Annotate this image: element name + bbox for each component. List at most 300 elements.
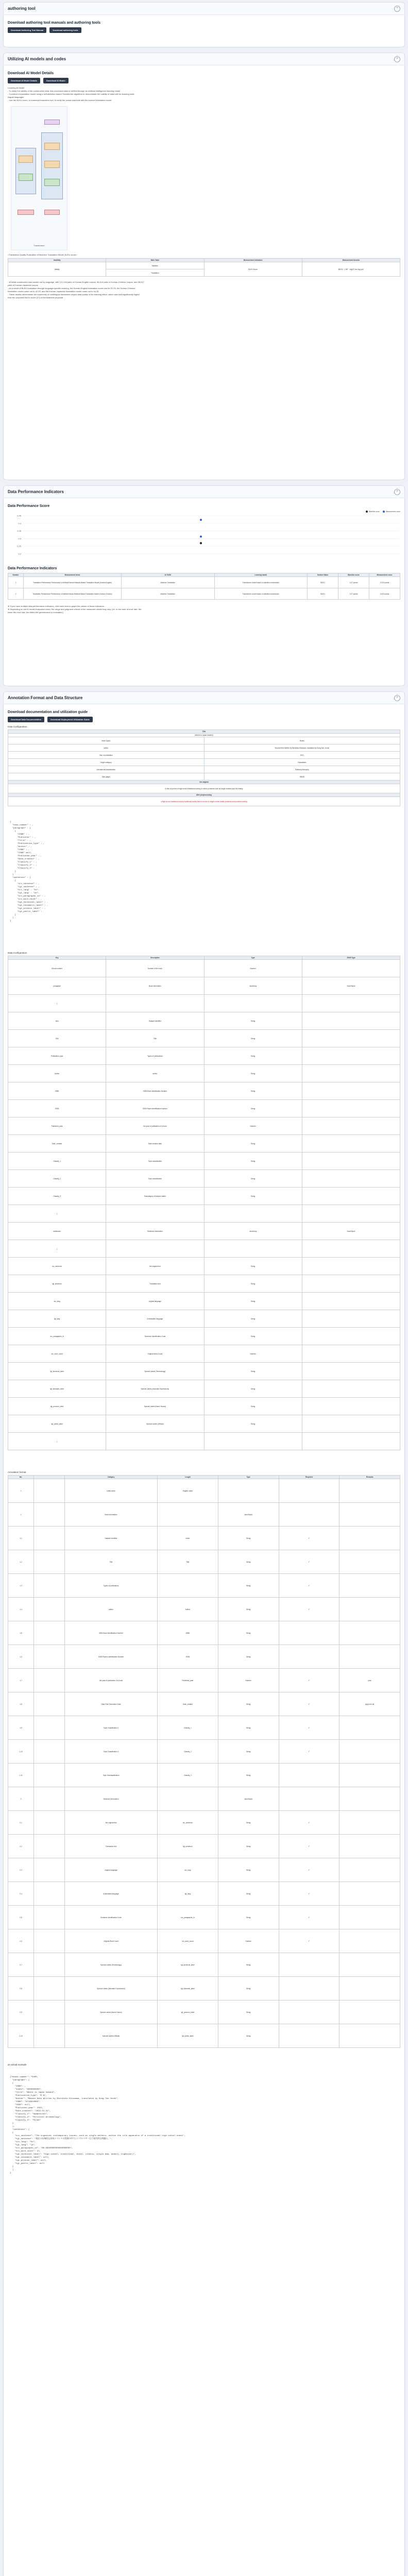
- table-row[interactable]: [8, 1953, 400, 1977]
- cell: 99438: [204, 773, 400, 781]
- cell: sentences: [8, 1223, 106, 1240]
- table-row[interactable]: [8, 1906, 400, 1929]
- cell: ISBN: [158, 1621, 218, 1645]
- cell: [339, 2001, 400, 2024]
- struct-table: [8, 956, 400, 1450]
- code-line: "Title": "Where is Japan headed",: [10, 2092, 56, 2094]
- cell: Classify_1: [158, 1716, 218, 1740]
- code-line: "tgt_public_label" :: [10, 911, 43, 913]
- decoder-attention-layer-2: [44, 161, 60, 168]
- table-row[interactable]: [8, 1012, 400, 1030]
- cell: }: [8, 1205, 106, 1223]
- cell: Size (page): [8, 773, 205, 781]
- table-row[interactable]: [8, 1258, 400, 1275]
- authoring-section: [3, 2, 405, 47]
- code-line: "book_number" : ,: [10, 824, 33, 826]
- code-line: "Publication_type": "E-N",: [10, 2095, 47, 2097]
- code-line: "tgt_idiomatic_label" : ,: [10, 905, 48, 907]
- table-row[interactable]: [8, 995, 400, 1012]
- cell: Number: [204, 1345, 302, 1363]
- cell: Y: [279, 1929, 339, 1953]
- cfg-subtitle: (Where is Japan headed): [8, 734, 400, 737]
- cell: String: [218, 1598, 279, 1621]
- table-row[interactable]: [8, 1433, 400, 1450]
- cell: Humanities: [204, 759, 400, 766]
- th-key: Key: [8, 956, 106, 960]
- download-ai-details-button[interactable]: Download AI Model Details: [8, 78, 40, 83]
- cell: JsonObject: [302, 1223, 400, 1240]
- cell: author: [65, 1598, 158, 1621]
- code-line: "src_sentence": "The organizer contemporary issues, such as single mothers, within the role apparatus of a traditional high school event",: [10, 2135, 185, 2137]
- download-ai-model-button[interactable]: Download AI Model: [43, 78, 69, 83]
- table-row[interactable]: [8, 1153, 400, 1170]
- collapse-chevron-icon[interactable]: ⌃: [394, 695, 400, 701]
- authoring-header[interactable]: [4, 3, 404, 15]
- annot-section: [3, 691, 405, 2576]
- cell: [34, 1598, 65, 1621]
- table-row[interactable]: [8, 1882, 400, 1906]
- code-line: "tgt_sentence" : ,: [10, 886, 40, 888]
- cell: 2: [8, 1787, 34, 1811]
- code-line: "tgt_idiomatic_label": null,: [10, 2157, 49, 2159]
- cell: src_lang: [158, 1858, 218, 1882]
- code-line: "tgt_technical_label": "high school, traditional, event, (status, single mom, modern, organizer)",: [10, 2154, 136, 2156]
- cell: [279, 2024, 339, 2048]
- cell: ISSN: [8, 1100, 106, 1117]
- cell: String: [218, 1882, 279, 1906]
- cell: String: [218, 1574, 279, 1598]
- cell: Types of publications: [65, 1574, 158, 1598]
- code-line: "Classify_2": "Political Archaeology",: [10, 2116, 62, 2119]
- cell: JsonObject: [218, 1503, 279, 1527]
- cell: [339, 1929, 400, 1953]
- cell: Published_year: [8, 1117, 106, 1135]
- cell: String: [218, 1550, 279, 1574]
- encoder-block: [15, 148, 36, 194]
- ai-notes: [8, 281, 400, 299]
- annot-header-title: Annotation Format and Data Structure: [8, 696, 83, 700]
- ai-intro: [8, 87, 400, 102]
- cell: 2-2: [8, 1835, 34, 1858]
- cell: [34, 1977, 65, 2001]
- cell: Topic Subclassification: [65, 1764, 158, 1787]
- cell: Book Types: [8, 737, 205, 744]
- cell: String: [218, 1977, 279, 2001]
- cell: [302, 1275, 400, 1293]
- cell: English name: [158, 1479, 218, 1503]
- embedding-left: [18, 210, 34, 215]
- table-row[interactable]: [8, 1328, 400, 1345]
- cell: [339, 1503, 400, 1527]
- cell: a translated language: [106, 1310, 204, 1328]
- cell: Sentence information: [106, 1223, 204, 1240]
- cell: tgt_idiomatic_label: [158, 1977, 218, 2001]
- table-row[interactable]: [8, 2024, 400, 2048]
- cell: Data First Generation Date: [65, 1692, 158, 1716]
- code-line: {: [10, 2132, 14, 2134]
- cell: [106, 1205, 204, 1223]
- cell: the year of publication of a book: [106, 1117, 204, 1135]
- ai-header-title: Utilizing AI models and codes: [8, 57, 66, 61]
- cell: Classify_3: [8, 1188, 106, 1205]
- config-label: Data Configuration: [8, 725, 27, 728]
- table-row[interactable]: [8, 977, 400, 995]
- table-row[interactable]: [8, 1764, 400, 1787]
- cell: [339, 1787, 400, 1811]
- table-row[interactable]: [8, 1740, 400, 1764]
- cell: [302, 1012, 400, 1030]
- cell: 0.423 points: [369, 588, 400, 600]
- collapse-chevron-icon[interactable]: ⌃: [394, 6, 400, 12]
- cell: [339, 1621, 400, 1645]
- table-row[interactable]: [8, 1598, 400, 1621]
- code-line: "tgt_sentence": "現在の伝統的な高校イベントの役割の中でシングルマザーなど現代的な問題に。",: [10, 2138, 112, 2140]
- cell: 2-1: [8, 1811, 34, 1835]
- code-line: "Date_created": "2022-01-31",: [10, 2110, 51, 2112]
- y-tick-label: 0.2: [18, 552, 21, 555]
- table-row[interactable]: [8, 1811, 400, 1835]
- cell: ISBN Book Identification Number: [65, 1621, 158, 1645]
- cell: String: [218, 1835, 279, 1858]
- legend-measurement-label: Measurement score: [385, 511, 400, 513]
- code-line: "src_word_count" : ,: [10, 899, 42, 901]
- cell: [34, 1787, 65, 1811]
- collapse-chevron-icon[interactable]: ⌃: [394, 56, 400, 62]
- cell: Initial name: [65, 1479, 158, 1503]
- cell: [302, 1117, 400, 1135]
- table-row[interactable]: [8, 1065, 400, 1082]
- cell: Topic classification: [106, 1153, 204, 1170]
- cell: [302, 1363, 400, 1380]
- struct-label: Data Configuration: [8, 952, 27, 954]
- cell: [302, 1415, 400, 1433]
- table-row[interactable]: [8, 1645, 400, 1669]
- cell: [302, 1188, 400, 1205]
- cell: 1-9: [8, 1716, 34, 1740]
- table-row[interactable]: [8, 1787, 400, 1811]
- cell: 1-1: [8, 1527, 34, 1550]
- code-line: }: [10, 2123, 14, 2125]
- cell: String: [218, 2001, 279, 2024]
- code-line: "Classify_3" :: [10, 868, 36, 870]
- cell: year: [339, 1669, 400, 1692]
- table-row[interactable]: [8, 1240, 400, 1258]
- decoder-attention-layer: [44, 143, 60, 150]
- table-row[interactable]: [8, 1345, 400, 1363]
- table-row[interactable]: [8, 1574, 400, 1598]
- th-number: Number: [8, 573, 24, 577]
- cell: Special Labels (Name Nouns): [65, 2001, 158, 2024]
- cell: Dataset Identifier: [106, 1012, 204, 1030]
- cell: the original text: [106, 1258, 204, 1275]
- table-row[interactable]: [8, 1100, 400, 1117]
- cell: [106, 1433, 204, 1450]
- cell: Special Labels (Official): [106, 1415, 204, 1433]
- download-manual-button[interactable]: Download Authoring Tool Manual: [8, 27, 46, 33]
- table-row[interactable]: [8, 1503, 400, 1527]
- cell: Y: [279, 1906, 339, 1929]
- cell: Author: [8, 1065, 106, 1082]
- code-line: "ISBN": ,: [10, 2086, 26, 2088]
- th-json-type: JSON Type: [302, 956, 400, 960]
- cell: Y: [279, 1692, 339, 1716]
- table-row[interactable]: [8, 2001, 400, 2024]
- cell: [339, 1598, 400, 1621]
- cell: [204, 1240, 302, 1258]
- table-row[interactable]: [8, 1527, 400, 1550]
- intro-line: Learning AI Model: [8, 87, 25, 89]
- table-row[interactable]: [8, 1415, 400, 1433]
- table-row[interactable]: [8, 1310, 400, 1328]
- cell: 2-4: [8, 1882, 34, 1906]
- note-line: - As a result of BLEU evaluation through language-specific learning, the Korean-English translation score can be 31.33, the Korean-Chinese: [8, 287, 135, 290]
- code-line: "Title" : ,: [10, 840, 31, 842]
- cell: String: [218, 1764, 279, 1787]
- cfg-after: After preprocessing: [8, 793, 400, 797]
- th-no: No.: [8, 1476, 34, 1479]
- intro-line: lingual languages: [8, 96, 24, 98]
- annot-format-label: Annotation format: [8, 1471, 26, 1473]
- cell: String: [204, 1030, 302, 1047]
- cell: [302, 1433, 400, 1450]
- cell: 1: [8, 1479, 34, 1503]
- code-line: "src_paragraphs_id": "B0-09000000000000000000",: [10, 2147, 73, 2149]
- cell: 2-10: [8, 2024, 34, 2048]
- table-row[interactable]: [8, 1621, 400, 1645]
- cell: [302, 1170, 400, 1188]
- cell: [34, 1621, 65, 1645]
- cell: [339, 2024, 400, 2048]
- cell: [339, 1953, 400, 1977]
- cell: Date_created: [158, 1692, 218, 1716]
- y-tick-label: 0.45: [17, 514, 21, 517]
- cell: tgt_sentence: [8, 1275, 106, 1293]
- th-invalidity: Invalidity: [8, 259, 106, 262]
- cell: Types of publications: [106, 1047, 204, 1065]
- cell: Special Labels (Name Nouns): [106, 1398, 204, 1415]
- cell: Books: [204, 737, 400, 744]
- cell: Topic Classification 1: [65, 1716, 158, 1740]
- cell: String: [204, 1415, 302, 1433]
- th-task: AI TASK: [122, 573, 215, 577]
- cell: [158, 1503, 218, 1527]
- collapse-chevron-icon[interactable]: ⌃: [394, 489, 400, 495]
- cell: Y: [279, 1669, 339, 1692]
- table-row[interactable]: [8, 1205, 400, 1223]
- data-point-baseline-score-2: [200, 542, 202, 544]
- download-doc-button[interactable]: Download Data Documentation: [8, 717, 44, 722]
- cell: Number: [204, 1117, 302, 1135]
- cell: paragraph: [8, 977, 106, 995]
- table-row[interactable]: [8, 588, 400, 600]
- embedding-right: [44, 210, 60, 215]
- cell: [279, 1764, 339, 1787]
- cell: 2-3: [8, 1858, 34, 1882]
- table-row[interactable]: [8, 1550, 400, 1574]
- cell: a translated language: [65, 1882, 158, 1906]
- note-line: - At initial construction was carried out by language, with 121,134 pairs of Korean-English corpus, 96,614 pairs of Korean-Chinese corpus, and 98,017: [8, 281, 144, 283]
- table-row[interactable]: [8, 1716, 400, 1740]
- note-line: ※ Depending on the AI model evaluation index, the range and judgment criteria of the measured values may vary. (ex. In the case of error rate, the: [8, 608, 142, 611]
- table-row[interactable]: [8, 1858, 400, 1882]
- cell: [302, 1240, 400, 1258]
- cell: Classify_1: [8, 1153, 106, 1170]
- cell: String: [204, 1082, 302, 1100]
- table-row[interactable]: [8, 1047, 400, 1065]
- table-row[interactable]: [8, 1835, 400, 1858]
- cell: [302, 1380, 400, 1398]
- perf-section: [3, 485, 405, 686]
- cell: src_paragraphs_id: [158, 1906, 218, 1929]
- cell: [34, 1503, 65, 1527]
- table-row[interactable]: [8, 1223, 400, 1240]
- cell: JsonArray: [204, 977, 302, 995]
- cell: tgt_lang: [8, 1310, 106, 1328]
- cell: [302, 1293, 400, 1310]
- intro-line: - Construct a translation model using a self-attention-based Transformer algorithm to demonstrate the validity of data built for learning multi-: [8, 93, 135, 95]
- cell: Number: [218, 1929, 279, 1953]
- th-model: Learning model: [214, 573, 308, 577]
- cell: Translation text: [106, 1275, 204, 1293]
- code-line: "Publication_type" : ,: [10, 843, 45, 845]
- download-guide-button[interactable]: Download Deployment Utilization Guide: [47, 717, 93, 722]
- th-required: Required: [279, 1476, 339, 1479]
- cell: Y: [279, 1882, 339, 1906]
- table-row[interactable]: [8, 1363, 400, 1380]
- cell: [339, 1645, 400, 1669]
- formula-cell: BLEU = BP · exp(Σ wn log pn): [302, 262, 400, 277]
- perf-notes: [8, 605, 400, 614]
- cell: [279, 1503, 339, 1527]
- code-line: "ISBN": "9718942865",: [10, 2101, 41, 2103]
- cell: ISBN Book Identification Number: [106, 1082, 204, 1100]
- cell: }: [8, 1433, 106, 1450]
- cell: [339, 1882, 400, 1906]
- cell: String: [204, 1135, 302, 1153]
- table-row[interactable]: [8, 1669, 400, 1692]
- cell: Year of publication: [8, 752, 205, 759]
- table-row[interactable]: [8, 577, 400, 588]
- ai-header[interactable]: [4, 53, 404, 65]
- table-row[interactable]: [8, 1030, 400, 1047]
- cell: [34, 1527, 65, 1550]
- cell: Number of the book: [106, 960, 204, 977]
- intro-line: - To verify the validity of the construction data, this processed data is verified through an artificial intelligence learning model: [8, 90, 121, 92]
- th-remarks: Remarks: [339, 1476, 400, 1479]
- cell: [339, 1740, 400, 1764]
- code-line: {: [10, 2082, 14, 2084]
- authoring-title: Download authoring tool manuals and authoring tools: [8, 21, 101, 25]
- table-row[interactable]: [8, 960, 400, 977]
- cell: [279, 1977, 339, 2001]
- annot-header[interactable]: [4, 692, 404, 704]
- table-row[interactable]: [8, 1977, 400, 2001]
- cell: String: [204, 1188, 302, 1205]
- code-line: "ISBN" mull,: [10, 852, 32, 854]
- cell: [34, 1929, 65, 1953]
- cell: String: [204, 1293, 302, 1310]
- table-row[interactable]: [8, 1398, 400, 1415]
- cell: src_sentence: [158, 1811, 218, 1835]
- cell: [34, 1811, 65, 1835]
- cell: 1-8: [8, 1692, 34, 1716]
- table-row[interactable]: [8, 1117, 400, 1135]
- cell: String: [218, 1645, 279, 1669]
- cell: Y: [279, 1716, 339, 1740]
- cell: 1: [8, 577, 24, 588]
- cell: tgt_public_label: [8, 1415, 106, 1433]
- cell: Y: [279, 1858, 339, 1882]
- cell: [34, 1835, 65, 1858]
- cell: String: [204, 1170, 302, 1188]
- code-line: }: [10, 871, 16, 873]
- cell: Y: [279, 1598, 339, 1621]
- cell: Classify_2: [8, 1170, 106, 1188]
- code-line: ]: [10, 874, 14, 876]
- cell: String: [218, 1527, 279, 1550]
- data-point-measurement-score-2: [200, 519, 202, 521]
- perf-indicators-title: Data Performance Indicators: [8, 567, 57, 571]
- code-line: {"ebook number": "9405,: [10, 2076, 39, 2078]
- table-row[interactable]: [8, 1188, 400, 1205]
- cell: Special Labels (Terminology): [65, 1953, 158, 1977]
- cell: [34, 1692, 65, 1716]
- cell: [34, 1550, 65, 1574]
- th-type: Type: [204, 956, 302, 960]
- cell: International classification: [8, 766, 205, 773]
- perf-header[interactable]: [4, 486, 404, 498]
- code-line: ]: [10, 2169, 14, 2171]
- cell: Y: [279, 1811, 339, 1835]
- cell: [34, 1764, 65, 1787]
- cell: String: [204, 1363, 302, 1380]
- y-tick-label: 0.3: [18, 537, 21, 540]
- table-row[interactable]: [8, 1082, 400, 1100]
- table-row[interactable]: [8, 1275, 400, 1293]
- cell: 2-7: [8, 1953, 34, 1977]
- cell: author: [8, 744, 205, 752]
- th-surface: Surface Name: [308, 573, 338, 577]
- table-row[interactable]: [8, 1170, 400, 1188]
- table-row[interactable]: [8, 1293, 400, 1310]
- table-row[interactable]: [8, 1135, 400, 1153]
- code-line: "tgt_public_label": null: [10, 2163, 45, 2165]
- cell: [34, 1669, 65, 1692]
- download-tools-button[interactable]: Download authoring tools: [49, 27, 81, 33]
- cell: 2-8: [8, 1977, 34, 2001]
- cell: [34, 1882, 65, 1906]
- cell: String: [218, 1858, 279, 1882]
- code-line: "Classify_1": "Humanities",: [10, 2113, 48, 2115]
- cell: [204, 1433, 302, 1450]
- validity-cell: Validity: [8, 262, 106, 277]
- code-line: "src_word_count": 27,: [10, 2150, 41, 2153]
- cell: String: [204, 1012, 302, 1030]
- cell: [339, 1550, 400, 1574]
- table-row[interactable]: [8, 1479, 400, 1503]
- table-row[interactable]: [8, 1380, 400, 1398]
- cell: String: [204, 1310, 302, 1328]
- table-row[interactable]: [8, 1929, 400, 1953]
- cell: String: [218, 1692, 279, 1716]
- th-main-table: Main Table: [106, 259, 204, 262]
- table-row[interactable]: [8, 1692, 400, 1716]
- th-baseline: Baseline score: [338, 573, 369, 577]
- cell: Y: [279, 1740, 339, 1764]
- cell: JsonObject: [218, 1787, 279, 1811]
- code-line: "src_lang" : "ko",: [10, 889, 40, 891]
- cell: Original Word Count: [106, 1345, 204, 1363]
